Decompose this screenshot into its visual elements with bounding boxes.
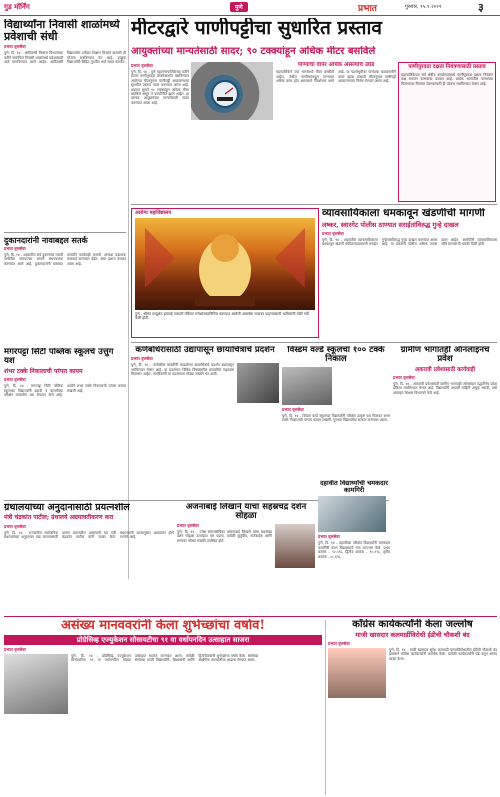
- photo-story: [131, 208, 319, 338]
- lead-right-box: [398, 62, 496, 202]
- article-headline: व्यावसायिकाला धमकावून खंडणीची मागणी: [322, 208, 485, 219]
- article-headline: दुकानदारांनी नावाबद्दल सतर्क: [4, 236, 88, 245]
- masthead-paper-name: प्रभात: [358, 4, 377, 14]
- article-dahavi: [318, 480, 390, 613]
- byline: प्रभात वृत्तसेवा: [393, 374, 415, 380]
- right-box-title: पाणीपुरवठा दक्षता नियंत्रणासाठी प्रस्ताव: [408, 64, 486, 70]
- lead-subheadline-text: आयुक्तांच्या मान्यतेसाठी सादर; ९० टक्क्यांहून अधिक मीटर बसविले: [131, 46, 376, 57]
- exhibition-photo: [237, 363, 279, 403]
- article-headline: ग्रंथालयांच्या अनुदानासाठी प्रयत्नशील: [4, 503, 130, 513]
- article-body: पुणे, दि. १४ - आदिवासी विकास विभागाच्या वतीने नामांकित निवासी शाळांमध्ये प्रवेशासाठी अर्ज मागविण्यात आले आहेत. आदिवासी विद्यार्थ्यांना दर्जेदार शिक्षण मिळावे यासाठी ही योजना राबविण्यात येत आहे. इच्छुक विद्यार्थ्यांनी विहित मुदतीत अर्ज सादर करावेत.: [4, 51, 126, 64]
- article-headline: कर्णबधिरांसाठी उद्यापासून छायाचित्रांचे प्रदर्शन: [135, 346, 275, 355]
- article-headline: दहावीत विद्यार्थ्यांची चमकदार कामगिरी: [320, 480, 388, 495]
- byline: प्रभात वृत्तसेवा: [177, 522, 199, 528]
- students-group-photo: [318, 496, 386, 532]
- byline: प्रभात वृत्तसेवा: [4, 524, 26, 530]
- article-body: पुणे, दि. १४ - शहरातील व्यावसायिकाला धमकावून खंडणी मागितल्याप्रकरणी सराईत गुन्हेगारांविरुद्ध गुन्हा दाखल करण्यात आला आहे. या प्रकरणी पोलीस अधिक तपास करत आहेत. आरोपींनी व्यावसायिकाला जीवे मारण्याची धमकी दिली होती.: [322, 237, 497, 247]
- article-subheadline: प्रोग्रेसिव्ह एज्युकेशन सोसायटीचा ९१ वा वर्धापनदिन उत्साहात साजरा: [4, 635, 322, 645]
- article-top-left: [4, 19, 126, 229]
- article-body: पुणे, दि. १४ - माजी खासदार सुरेश कलमाडी यांच्याविरोधातील ईडीची चौकशी बंद झाल्याने काँग्रेस कार्यकर्त्यांनी जल्लोष केला. यावेळी कार्यकर्त्यांनी पेढे वाटून आनंद व्यक्त केला.: [389, 648, 497, 661]
- article-body: पुणे, दि. १४ - विस्डम वर्ल्ड स्कूलच्या विद्यार्थ्यांनी परीक्षेत उत्कृष्ट यश मिळवत शंभर टक्के निकालाची परंपरा कायम राखली. गुणवंत विद्यार्थ्यांचा सत्कार करण्यात आला.: [282, 413, 390, 423]
- masthead-section: पुणे: [230, 2, 248, 12]
- lead-headline-box: [131, 18, 497, 46]
- article-subheadline: माजी खासदार कलमाडींविरोधी ईडीची चौकशी बंद: [355, 631, 470, 639]
- article-headline: विद्यार्थ्यांना निवासी शाळांमध्ये प्रवेशाची संधी: [4, 19, 120, 44]
- photo-story-tag: आरोग्य महाविद्यालय: [135, 210, 172, 216]
- byline: प्रभात वृत्तसेवा: [318, 534, 340, 540]
- lead-headline: मीटरद्वारे पाणीपट्टीचा सुधारित प्रस्ताव: [131, 18, 382, 39]
- right-box-body: महापालिकेच्या सर्व क्षेत्रीय कार्यालयांमध्ये पाणीपुरवठा दक्षता नियंत्रण कक्ष स्थापन करण्याचा प्रस्ताव आहे. प्रत्येक भागातील पाण्याच्या वितरणावर नियंत्रण ठेवण्यासाठी ही योजना राबविण्यात येणार आहे.: [401, 72, 493, 86]
- masthead-date: गुरुवार, १५.९.२०२२: [405, 4, 442, 10]
- article-headline: ग्रामीण भागातही ऑनलाइनच प्रवेश: [400, 346, 490, 365]
- idol-illustration-icon: [135, 218, 315, 310]
- sidebar-title: पाण्याचा वापर अधिक असल्याचे उघड: [297, 62, 375, 68]
- article-body: पुणे, दि. १४ - शहरातील सर्व दुकानांवर मराठी भाषेतील नामफलक लावणे बंधनकारक करण्यात आले आहे. दुकानदारांनी याबाबत तातडीने कार्यवाही करावी, अन्यथा दंडात्मक कारवाई करण्यात येईल, असा इशारा देण्यात आला आहे.: [4, 252, 126, 266]
- article-bottom-right: [328, 619, 497, 795]
- lead-subheadline: [131, 46, 497, 60]
- water-meter-photo: [191, 62, 273, 120]
- article-wisdom-school: [282, 346, 390, 496]
- article-body: पुणे, दि. १४ - पुणे महानगरपालिकेच्या वतीने समान पाणीपुरवठा योजनेअंतर्गत बसविण्यात आलेल्या मीटरनुसार पाणीपट्टी आकारण्याचा सुधारित प्रस्ताव तयार करण्यात आला आहे. शहरात सुमारे ९० टक्क्यांहून अधिक मीटर बसविले असून ते कार्यान्वित झाले आहेत. हा प्रस्ताव आयुक्तांच्या मान्यतेसाठी सादर करण्यात आला आहे.: [131, 70, 189, 105]
- article-headline: मगरपट्टा सिटी पब्लिक स्कूलचे उत्तुंग यश: [4, 348, 114, 367]
- ceremony-photo: [275, 524, 315, 568]
- byline: प्रभात वृत्तसेवा: [4, 377, 26, 383]
- lead-body: [131, 62, 189, 202]
- article-bottom-left: [4, 619, 322, 795]
- masthead-left-label: गुड मॉर्निंग: [4, 3, 30, 11]
- article-subheadline: मंत्री चंद्रकांत पाटील; ग्रंथालये अद्ययावतीकरण करा: [4, 514, 114, 522]
- byline: प्रभात वृत्तसेवा: [4, 646, 26, 652]
- sidebar-body: महापालिकेने ज्या भागांमध्ये मीटर बसविले आहेत, तेथील नागरिकांकडून पाण्याचा अधिक वापर होत असल्याचे निदर्शनास आले आहे. या पार्श्वभूमीवर पाण्याचा काटकसरीने वापर व्हावा यासाठी मीटरनुसार पाणीपट्टी आकारण्याचा निर्णय घेण्यात आला आहे.: [276, 70, 396, 83]
- article-body: पुणे, दि. १४ - राज्यातील सार्वजनिक ग्रंथालयांच्या अनुदानात वाढ करण्यासाठी शासन प्रयत्नशील असल्याचे मत मंत्री चंद्रकांत पाटील यांनी व्यक्त केले. ग्रंथालयांनी काळानुसार अद्ययावत होणे गरजेचे आहे.: [4, 531, 174, 540]
- byline: प्रभात वृत्तसेवा: [4, 44, 26, 50]
- byline: प्रभात वृत्तसेवा: [131, 356, 153, 362]
- article-body: पुणे, दि. १४ - कर्णबधिर व्यक्तींनी काढलेल्या छायाचित्रांचे प्रदर्शन उद्यापासून भरविण्यात येणार आहे. या प्रदर्शनात विविध विषयांवरील छायाचित्रे पाहायला मिळणार आहेत. नागरिकांनी या प्रदर्शनाला मोठ्या संख्येने भेट द्यावी.: [131, 363, 234, 377]
- article-school: [4, 348, 126, 498]
- article-body: पुणे, दि. १४ - ज्येष्ठ समाजसेविका अंजनाबाई लिखाने यांचा सहस्रचंद्र दर्शन सोहळा उत्साहात पार पडला. यावेळी कुटुंबीय, नातेवाईक आणि मान्यवर मोठ्या संख्येने उपस्थित होते.: [177, 529, 272, 543]
- byline: प्रभात वृत्तसेवा: [328, 641, 350, 647]
- article-exhibition: [131, 346, 279, 496]
- byline: प्रभात वृत्तसेवा: [4, 245, 26, 251]
- article-body: पुणे, दि. १४ - अकरावी प्रवेशासाठी ग्रामीण भागातही ऑनलाइन पद्धतीनेच प्रवेश प्रक्रिया राबविण्यात येणार आहे. विद्यार्थ्यांनी आपली माहिती अचूक भरावी, असे आवाहन शिक्षण विभागाने केले आहे.: [393, 381, 497, 395]
- article-body: पुणे, दि. १४ - प्रोग्रेसिव्ह एज्युकेशन सोसायटीचा ९१ वा वर्धापनदिन मोठ्या उत्साहात साजरा करण्यात आला. यावेळी संस्थेच्या माजी विद्यार्थ्यांनी, शिक्षकांनी आणि हितचिंतकांनी शुभेच्छांचा वर्षाव केला. संस्थेच्या शैक्षणिक वाटचालीचा आढावा घेण्यात आला.: [71, 653, 259, 663]
- article-headline: काँग्रेस कार्यकर्त्यांनी केला जल्लोष: [352, 619, 473, 630]
- masthead: [0, 0, 500, 16]
- article-subheadline: अकरावी प्रवेशासाठी कार्यवाही: [414, 366, 476, 373]
- article-crime: [322, 208, 497, 338]
- article-body: पुणे, दि. १४ - मगरपट्टा सिटी पब्लिक स्कूलच्या विद्यार्थ्यांनी दहावी व बारावीच्या परीक्षेत घवघवीत यश संपादन केले आहे. शाळेने शंभर टक्के निकालाची परंपरा कायम राखली आहे.: [4, 384, 126, 398]
- anniversary-photo: [4, 654, 68, 714]
- celebration-photo: [328, 648, 386, 698]
- article-subheadline: लष्कर, स्वारगेट पोलीस ठाण्यात सराईतांविरुद्ध गुन्हे दाखल: [322, 220, 459, 229]
- article-headline: विस्डम वर्ल्ड स्कूलचा १०० टक्के निकाल: [287, 346, 385, 365]
- article-subheadline: शंभर टक्के निकालाची परंपरा कायम: [4, 367, 83, 375]
- byline: प्रभात वृत्तसेवा: [131, 63, 153, 68]
- article-rural: [393, 346, 497, 576]
- students-photo: [282, 367, 332, 405]
- meter-dial-icon: [191, 62, 273, 120]
- ganesh-festival-photo: [135, 218, 315, 310]
- page-number: ३: [478, 1, 484, 14]
- byline: प्रभात वृत्तसेवा: [282, 406, 304, 412]
- article-headline: असंख्य मानववरांनी केला शुभेच्छांचा वर्षाव!: [60, 619, 266, 633]
- article-library: [4, 503, 174, 613]
- photo-caption: पुणे - श्रीमंत दगडूशेठ हलवाई गणपती मंदिरात गणेशोत्सवानिमित्त करण्यात आलेली आकर्षक सजावट पाहण्यासाठी भाविकांनी मोठी गर्दी केली होती.: [135, 312, 309, 321]
- byline: प्रभात वृत्तसेवा: [322, 230, 344, 236]
- article-headline: अंजनाबाई लिखाने यांचा सहस्रचंद्र दर्शन सोहळा: [185, 503, 307, 522]
- article-anjana: [177, 503, 315, 613]
- article-body: पुणे, दि. १४ - दहावीच्या परीक्षेत विद्यार्थ्यांनी चमकदार कामगिरी करत विद्यालयाचे नाव उज्ज्वल केले. प्रथम क्रमांक - ९२.५%, द्वितीय क्रमांक - ९०.२%, तृतीय क्रमांक - ८८.६%.: [318, 541, 390, 559]
- lead-sidebar: [276, 62, 396, 202]
